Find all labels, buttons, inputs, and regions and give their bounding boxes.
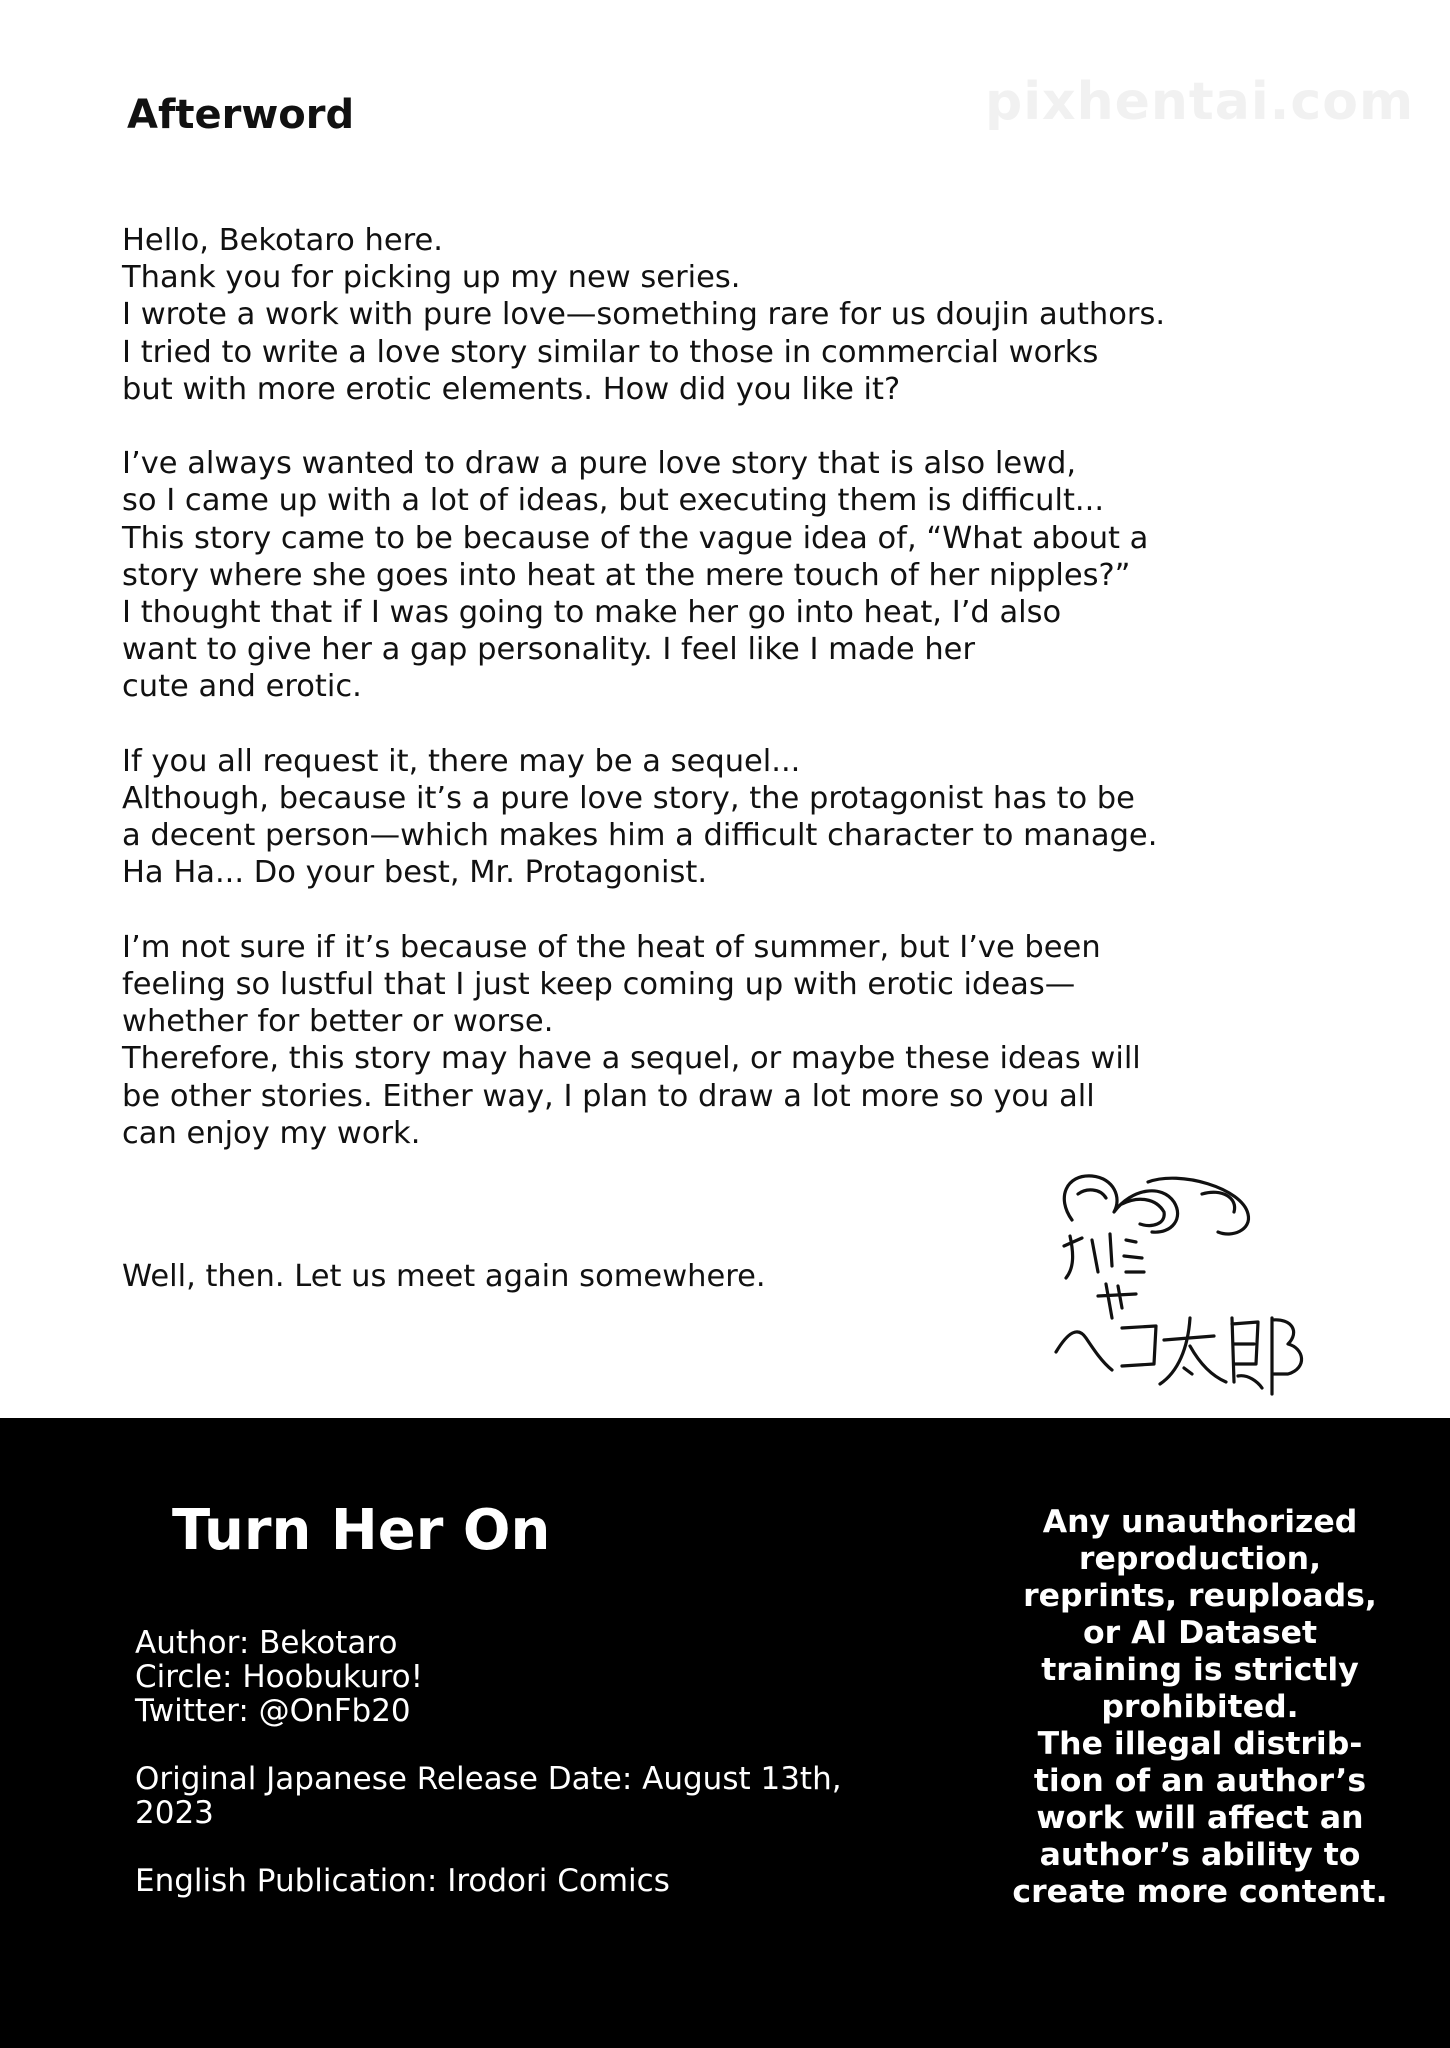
notice-line: reproduction,	[1078, 1541, 1322, 1577]
text-line: cute and erotic.	[122, 669, 362, 705]
notice-line: or AI Dataset	[1082, 1615, 1318, 1651]
circle-credit: Circle: Hoobukuro!	[135, 1659, 424, 1695]
author-credit: Author: Bekotaro	[135, 1625, 398, 1661]
text-line: I wrote a work with pure love—something rare for us doujin authors.	[122, 297, 1166, 333]
notice-line: prohibited.	[1101, 1689, 1299, 1725]
notice-line: Any unauthorized	[1042, 1504, 1358, 1540]
publication-group	[135, 1864, 842, 1898]
text-line: a decent person—which makes him a difficult character to manage.	[122, 818, 1158, 854]
text-line: so I came up with a lot of ideas, but executing them is difficult...	[122, 483, 1105, 519]
text-line: be other stories. Either way, I plan to draw a lot more so you all	[122, 1078, 1095, 1114]
copyright-notice	[975, 1504, 1425, 1911]
text-line: whether for better or worse.	[122, 1004, 554, 1040]
release-year: 2023	[135, 1795, 214, 1831]
afterword-heading: Afterword	[127, 92, 355, 138]
paragraph-3	[122, 743, 1322, 892]
twitter-credit: Twitter: @OnFb20	[135, 1693, 411, 1729]
paragraph-1	[122, 222, 1322, 408]
notice-line: The illegal distrib-	[1037, 1726, 1363, 1762]
paragraph-2	[122, 445, 1322, 705]
text-line: I’m not sure if it’s because of the heat of summer, but I’ve been	[122, 929, 1101, 965]
notice-line: reprints, reuploads,	[1023, 1578, 1377, 1614]
text-line: but with more erotic elements. How did you like it?	[122, 371, 901, 407]
notice-line: work will affect an	[1036, 1800, 1364, 1836]
afterword-body	[122, 222, 1322, 1189]
text-line: Thank you for picking up my new series.	[122, 260, 741, 296]
book-title: Turn Her On	[172, 1498, 551, 1563]
text-line: Although, because it’s a pure love story, the protagonist has to be	[122, 781, 1135, 817]
release-group	[135, 1762, 842, 1830]
release-date: Original Japanese Release Date: August 13th,	[135, 1761, 842, 1797]
text-line: Ha Ha... Do your best, Mr. Protagonist.	[122, 855, 708, 891]
text-line: can enjoy my work.	[122, 1115, 421, 1151]
closing-line: Well, then. Let us meet again somewhere.	[122, 1259, 766, 1294]
notice-line: training is strictly	[1041, 1652, 1359, 1688]
paragraph-4	[122, 929, 1322, 1152]
text-line: I’ve always wanted to draw a pure love story that is also lewd,	[122, 446, 1077, 482]
notice-line: tion of an author’s	[1033, 1763, 1367, 1799]
text-line: feeling so lustful that I just keep coming up with erotic ideas—	[122, 967, 1076, 1003]
author-signature	[1052, 1168, 1322, 1400]
publication-credit: English Publication: Irodori Comics	[135, 1863, 670, 1899]
notice-line: author’s ability to	[1039, 1837, 1361, 1873]
watermark: pixhentai.com	[985, 72, 1415, 132]
text-line: story where she goes into heat at the mere touch of her nipples?”	[122, 557, 1131, 593]
text-line: Therefore, this story may have a sequel, or maybe these ideas will	[122, 1041, 1141, 1077]
text-line: I tried to write a love story similar to those in commercial works	[122, 334, 1099, 370]
text-line: If you all request it, there may be a sequel...	[122, 743, 801, 779]
text-line: I thought that if I was going to make her go into heat, I’d also	[122, 595, 1062, 631]
notice-line: create more content.	[1012, 1874, 1388, 1910]
text-line: want to give her a gap personality. I feel like I made her	[122, 632, 975, 668]
text-line: Hello, Bekotaro here.	[122, 223, 443, 258]
credits-block	[135, 1626, 842, 1932]
text-line: This story came to be because of the vague idea of, “What about a	[122, 520, 1149, 556]
credits-group	[135, 1626, 842, 1728]
colophon	[0, 1418, 1450, 2048]
